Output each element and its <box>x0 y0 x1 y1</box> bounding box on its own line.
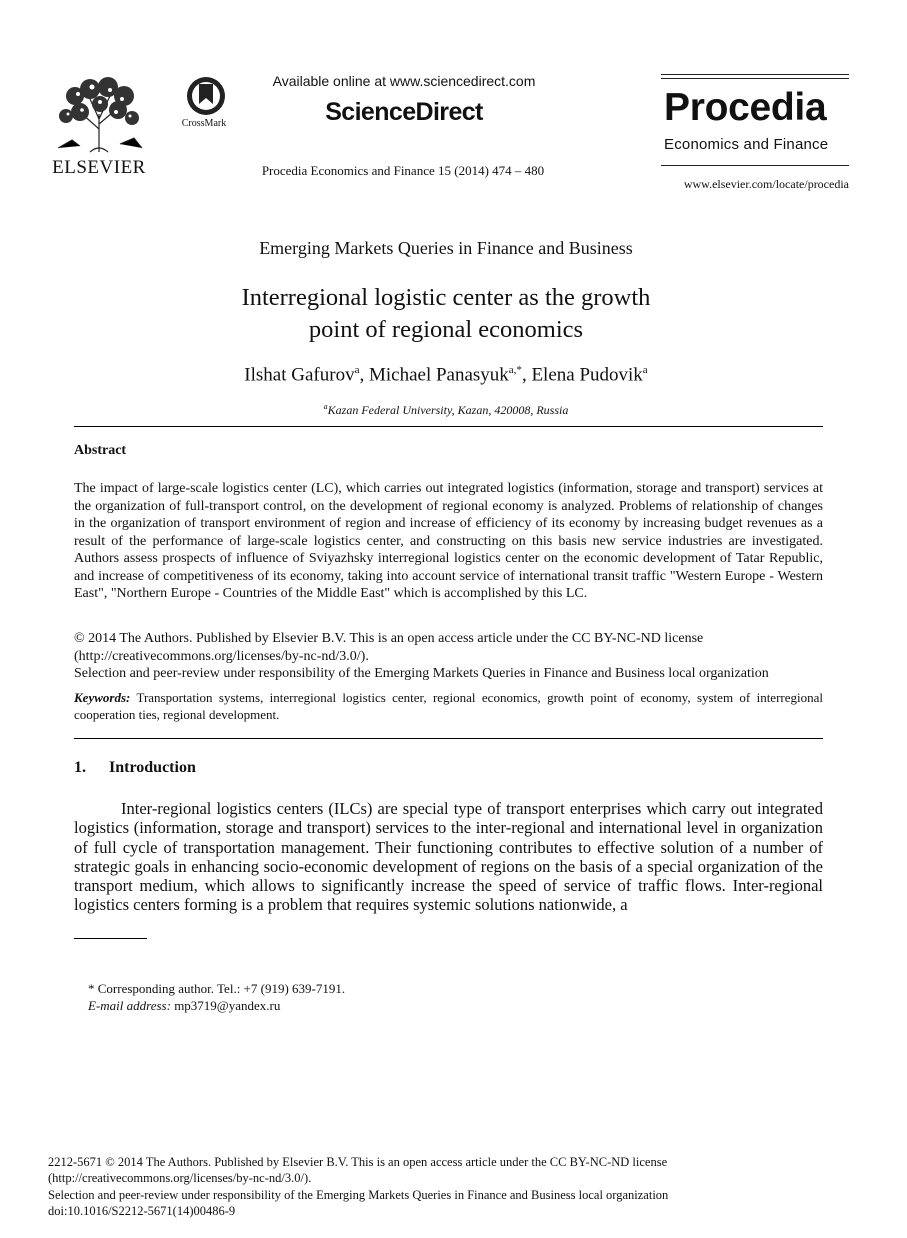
journal-reference: Procedia Economics and Finance 15 (2014) 474 – 480 <box>261 163 545 178</box>
section-title: Introduction <box>109 759 196 776</box>
author-name: Ilshat Gafurov <box>244 364 355 386</box>
available-online-text[interactable]: Available online at www.sciencedirect.com <box>272 73 536 89</box>
procedia-logo: Procedia <box>664 86 827 129</box>
divider <box>74 426 823 427</box>
conference-name: Emerging Markets Queries in Finance and Business <box>259 238 633 258</box>
affiliation-text: Kazan Federal University, Kazan, 420008, Russia <box>327 403 569 417</box>
abstract-heading: Abstract <box>74 443 127 458</box>
section-heading <box>74 759 196 777</box>
author-name: Michael Panasyuk <box>368 364 509 386</box>
author-sup: a <box>642 364 648 376</box>
paper-title <box>0 282 892 346</box>
intro-text: Inter-regional logistics centers (ILCs) are special type of transport enterprises which carry out integrated logistics (information, storage and transport) services to the inter-regional and international level in organization of full cycle of transportation management. Their functioning contributes to effective solution of a number of strategic goals in enhancing socio-economic development of regions on the basis of a special organization of the transport medium, which allows to significantly increase the speed of service of traffic flows. Inter-regional logistics centers forming is a problem that requires systemic solutions nationwide, a <box>74 799 823 915</box>
keywords-label: Keywords: <box>74 690 131 705</box>
publisher-logo-text: ELSEVIER <box>52 157 146 178</box>
abstract-body: The impact of large-scale logistics center (LC), which carries out integrated logistics (information, storage and transport) services at the organization of full-transport control, on the development of regional economy is analyzed. Problems of relationship of changes in the organization of transport environment of region and increase of efficiency of its economy by increasing budget revenues as a result of the performance of large-scale logistics center, and constructing on this basis new service industries are investigated. Authors assess prospects of influence of Sviyazhsky interregional logistics center on the economic development of Tatar Republic, and increase of competitiveness of its economy, taking into account service of international transit traffic "Western Europe - Western East", "Northern Europe - Countries of the Middle East" which is accomplished by this LC. <box>74 481 823 601</box>
footnote <box>88 980 345 1014</box>
divider <box>74 738 823 739</box>
author-list: Ilshat Gafurov$^a$, Michael Panasyuk$^{a,*}$, Elena Pudovik$^a$ <box>244 364 648 386</box>
title-line-2: point of regional economics <box>308 316 584 343</box>
author-sup: a,* <box>508 364 522 376</box>
crossmark-label: CrossMark <box>181 118 227 129</box>
footer-peer-review: Selection and peer-review under responsibility of the Emerging Markets Queries in Finance and Business local organization <box>48 1187 669 1202</box>
page-footer <box>48 1154 748 1219</box>
issn-copyright: 2212-5671 © 2014 The Authors. Published by Elsevier B.V. This is an open access article under the CC BY-NC-ND license <box>48 1155 668 1169</box>
sciencedirect-logo[interactable]: ScienceDirect <box>325 98 483 126</box>
doi[interactable]: doi:10.1016/S2212-5671(14)00486-9 <box>48 1203 236 1218</box>
copyright-line: © 2014 The Authors. Published by Elsevier B.V. This is an open access article under the CC BY-NC-ND license <box>74 631 704 646</box>
footer-license-link[interactable]: (http://creativecommons.org/licenses/by-nc-nd/3.0/). <box>48 1171 312 1186</box>
title-line-1: Interregional logistic center as the growth <box>241 284 651 311</box>
license-link[interactable]: (http://creativecommons.org/licenses/by-nc-nd/3.0/). <box>74 648 369 664</box>
affiliation <box>0 402 892 418</box>
keywords-list: Transportation systems, interregional logistics center, regional economics, growth point of economy, system of interregional cooperation ties, regional development. <box>74 690 823 722</box>
peer-review-note: Selection and peer-review under responsibility of the Emerging Markets Queries in Finance and Business local organization <box>74 666 769 681</box>
email-address[interactable]: mp3719@yandex.ru <box>174 998 281 1013</box>
procedia-subtitle: Economics and Finance <box>664 136 829 153</box>
intro-paragraph <box>74 799 823 915</box>
corresponding-author: * Corresponding author. Tel.: +7 (919) 639-7191. <box>88 981 346 996</box>
email-label: E-mail address: <box>88 998 171 1013</box>
author-sup: a <box>354 364 360 376</box>
procedia-url-link[interactable]: www.elsevier.com/locate/procedia <box>683 177 849 191</box>
keywords <box>74 689 823 723</box>
affiliation-sup: a <box>323 402 328 411</box>
copyright-notice <box>74 630 823 683</box>
footnote-rule <box>74 938 147 939</box>
author-name: Elena Pudovik <box>531 364 643 386</box>
section-number: 1. <box>74 759 86 776</box>
